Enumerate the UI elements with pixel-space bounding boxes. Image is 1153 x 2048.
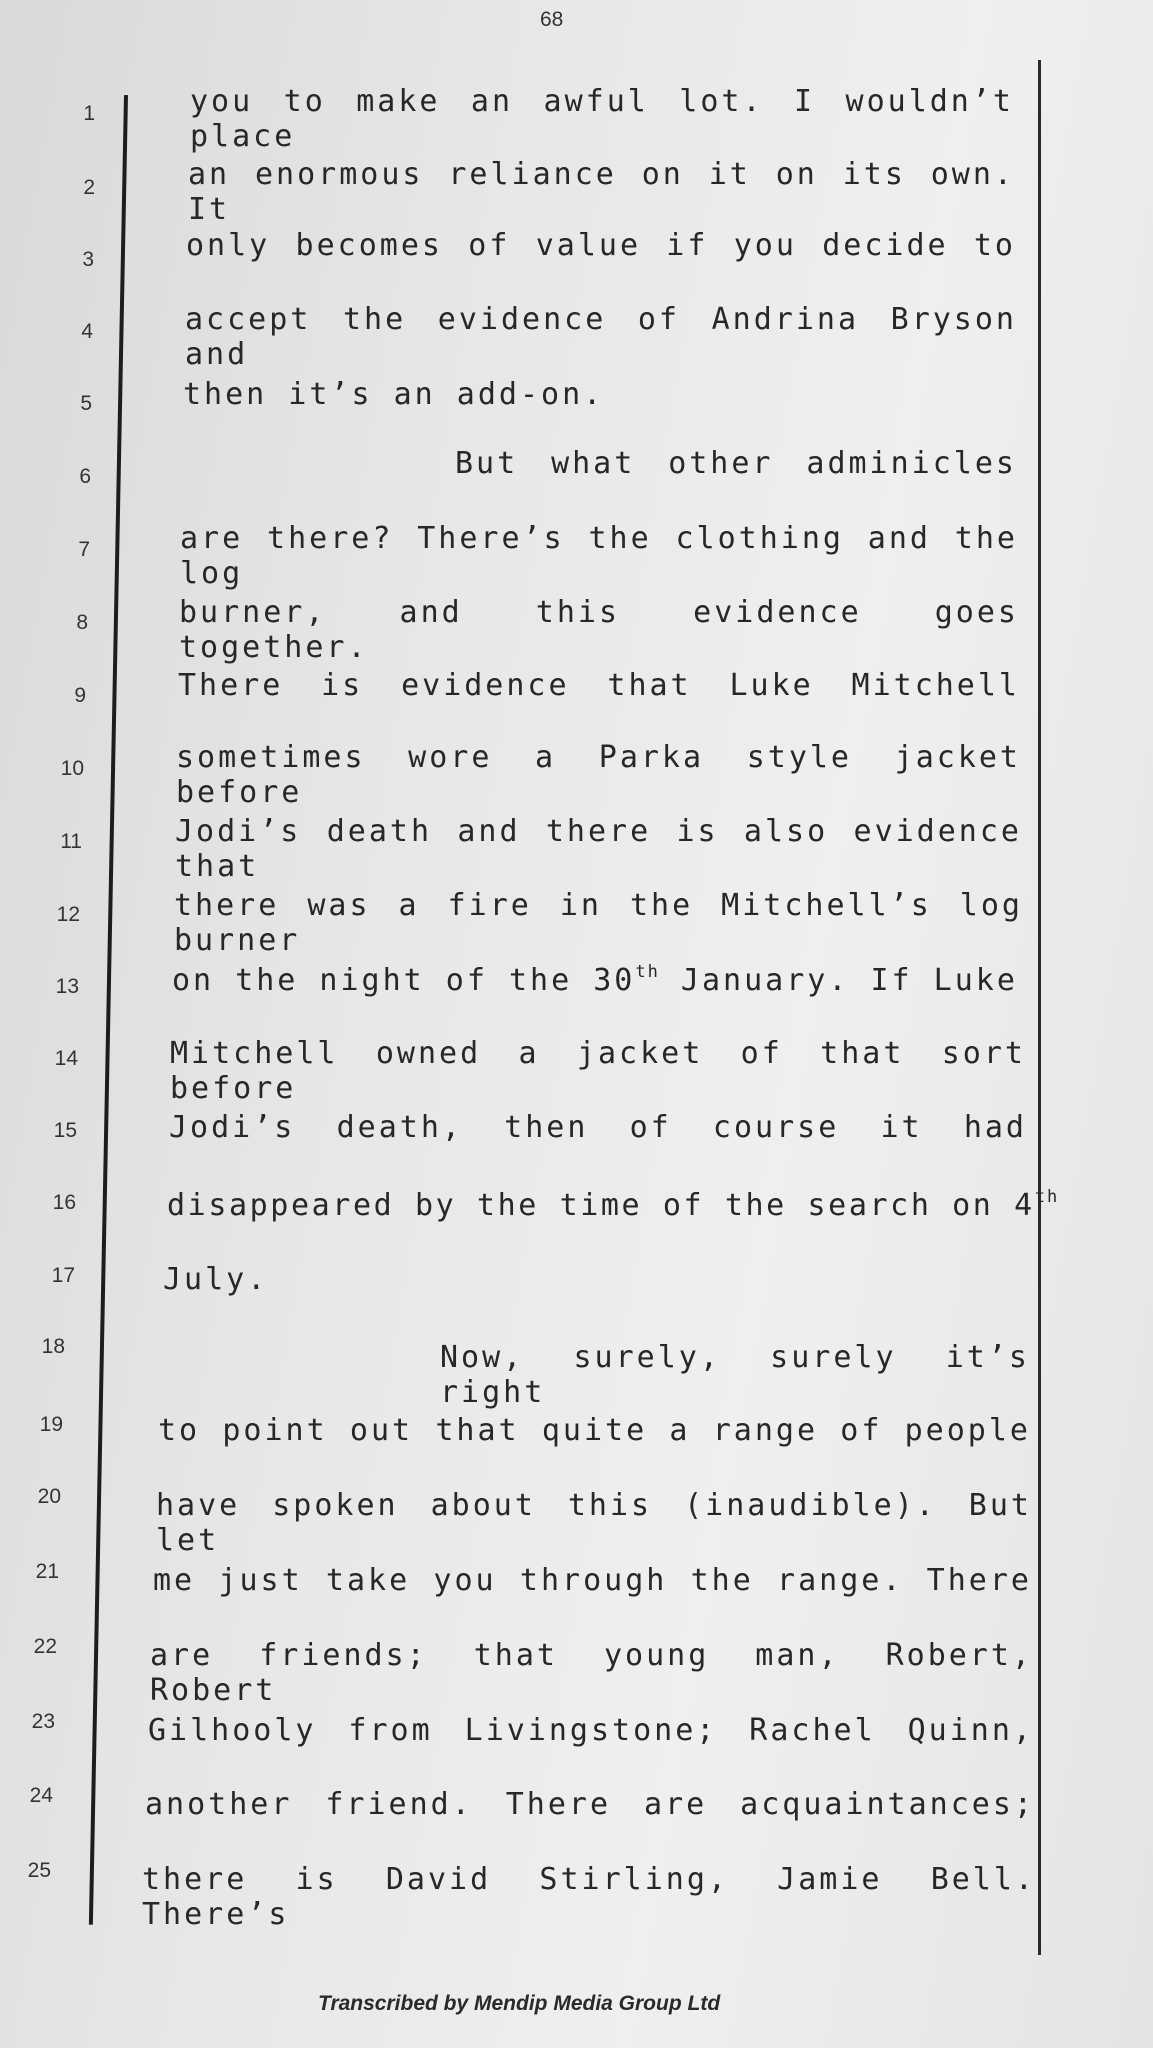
line-number: 12 <box>56 903 80 926</box>
transcript-line: There is evidence that Luke Mitchell <box>178 668 1020 703</box>
transcript-line: But what other adminicles <box>455 446 1017 481</box>
transcript-line: are there? There’s the clothing and the log <box>180 521 1018 591</box>
transcript-line: to point out that quite a range of people <box>158 1413 1031 1448</box>
transcript-line: Gilhooly from Livingstone; Rachel Quinn, <box>148 1713 1034 1748</box>
right-margin-rule <box>1038 60 1041 1955</box>
left-margin-rule <box>89 95 128 1925</box>
line-number: 23 <box>31 1710 55 1733</box>
line-number: 6 <box>79 465 91 488</box>
transcript-line: accept the evidence of Andrina Bryson and <box>185 302 1017 372</box>
line-number: 16 <box>52 1191 76 1214</box>
transcript-line <box>167 1187 1059 1223</box>
line-number: 1 <box>83 102 95 125</box>
line-number: 9 <box>74 684 86 707</box>
transcript-line: only becomes of value if you decide to <box>186 228 1016 263</box>
transcript-line: Jodi’s death, then of course it had <box>169 1110 1027 1145</box>
line-number: 13 <box>55 975 79 998</box>
transcript-line: burner, and this evidence goes together. <box>179 595 1019 665</box>
footer-credit: Transcribed by Mendip Media Group Ltd <box>318 1992 721 2015</box>
line-number: 7 <box>78 538 90 561</box>
line-number: 20 <box>37 1485 61 1508</box>
line-number: 22 <box>33 1635 57 1658</box>
line-number: 17 <box>51 1264 75 1287</box>
ordinal-suffix: th <box>635 962 660 982</box>
transcript-line: July. <box>163 1262 269 1297</box>
line-number: 21 <box>35 1560 59 1583</box>
line-number: 3 <box>82 248 94 271</box>
transcript-line: are friends; that young man, Robert, Robert <box>150 1638 1033 1708</box>
transcript-text: January. If Luke <box>659 963 1018 998</box>
line-number: 18 <box>41 1335 65 1358</box>
line-number: 19 <box>39 1413 63 1436</box>
ordinal-suffix: th <box>1034 1187 1060 1207</box>
page-number: 68 <box>540 8 564 31</box>
transcript-line: have spoken about this (inaudible). But let <box>156 1488 1032 1558</box>
transcript-line: Mitchell owned a jacket of that sort before <box>170 1036 1026 1106</box>
line-number: 15 <box>53 1119 77 1142</box>
transcript-text: on the night of the 30 <box>172 963 636 998</box>
line-number: 25 <box>27 1859 51 1882</box>
line-number: 24 <box>29 1784 53 1807</box>
transcript-line: Jodi’s death and there is also evidence that <box>175 814 1022 884</box>
line-number: 10 <box>60 757 84 780</box>
line-number: 4 <box>81 320 93 343</box>
transcript-line: there is David Stirling, Jamie Bell. There’s <box>142 1862 1036 1932</box>
line-number: 5 <box>80 392 92 415</box>
line-number: 8 <box>76 611 88 634</box>
transcript-line: me just take you through the range. There <box>153 1563 1032 1598</box>
transcript-line: you to make an awful lot. I wouldn’t place <box>190 84 1014 154</box>
transcript-line: another friend. There are acquaintances; <box>145 1787 1035 1822</box>
transcript-line: then it’s an add-on. <box>183 377 605 412</box>
transcript-line <box>172 962 1018 998</box>
line-number: 11 <box>60 830 82 853</box>
transcript-line: there was a fire in the Mitchell’s log burner <box>174 888 1023 958</box>
line-number: 2 <box>83 176 95 199</box>
transcript-text: disappeared by the time of the search on 4 <box>167 1188 1035 1223</box>
transcript-line: an enormous reliance on it on its own. It <box>188 157 1015 227</box>
transcript-line: sometimes wore a Parka style jacket before <box>176 740 1021 810</box>
transcript-line: Now, surely, surely it’s right <box>440 1340 1030 1410</box>
line-number: 14 <box>54 1047 78 1070</box>
